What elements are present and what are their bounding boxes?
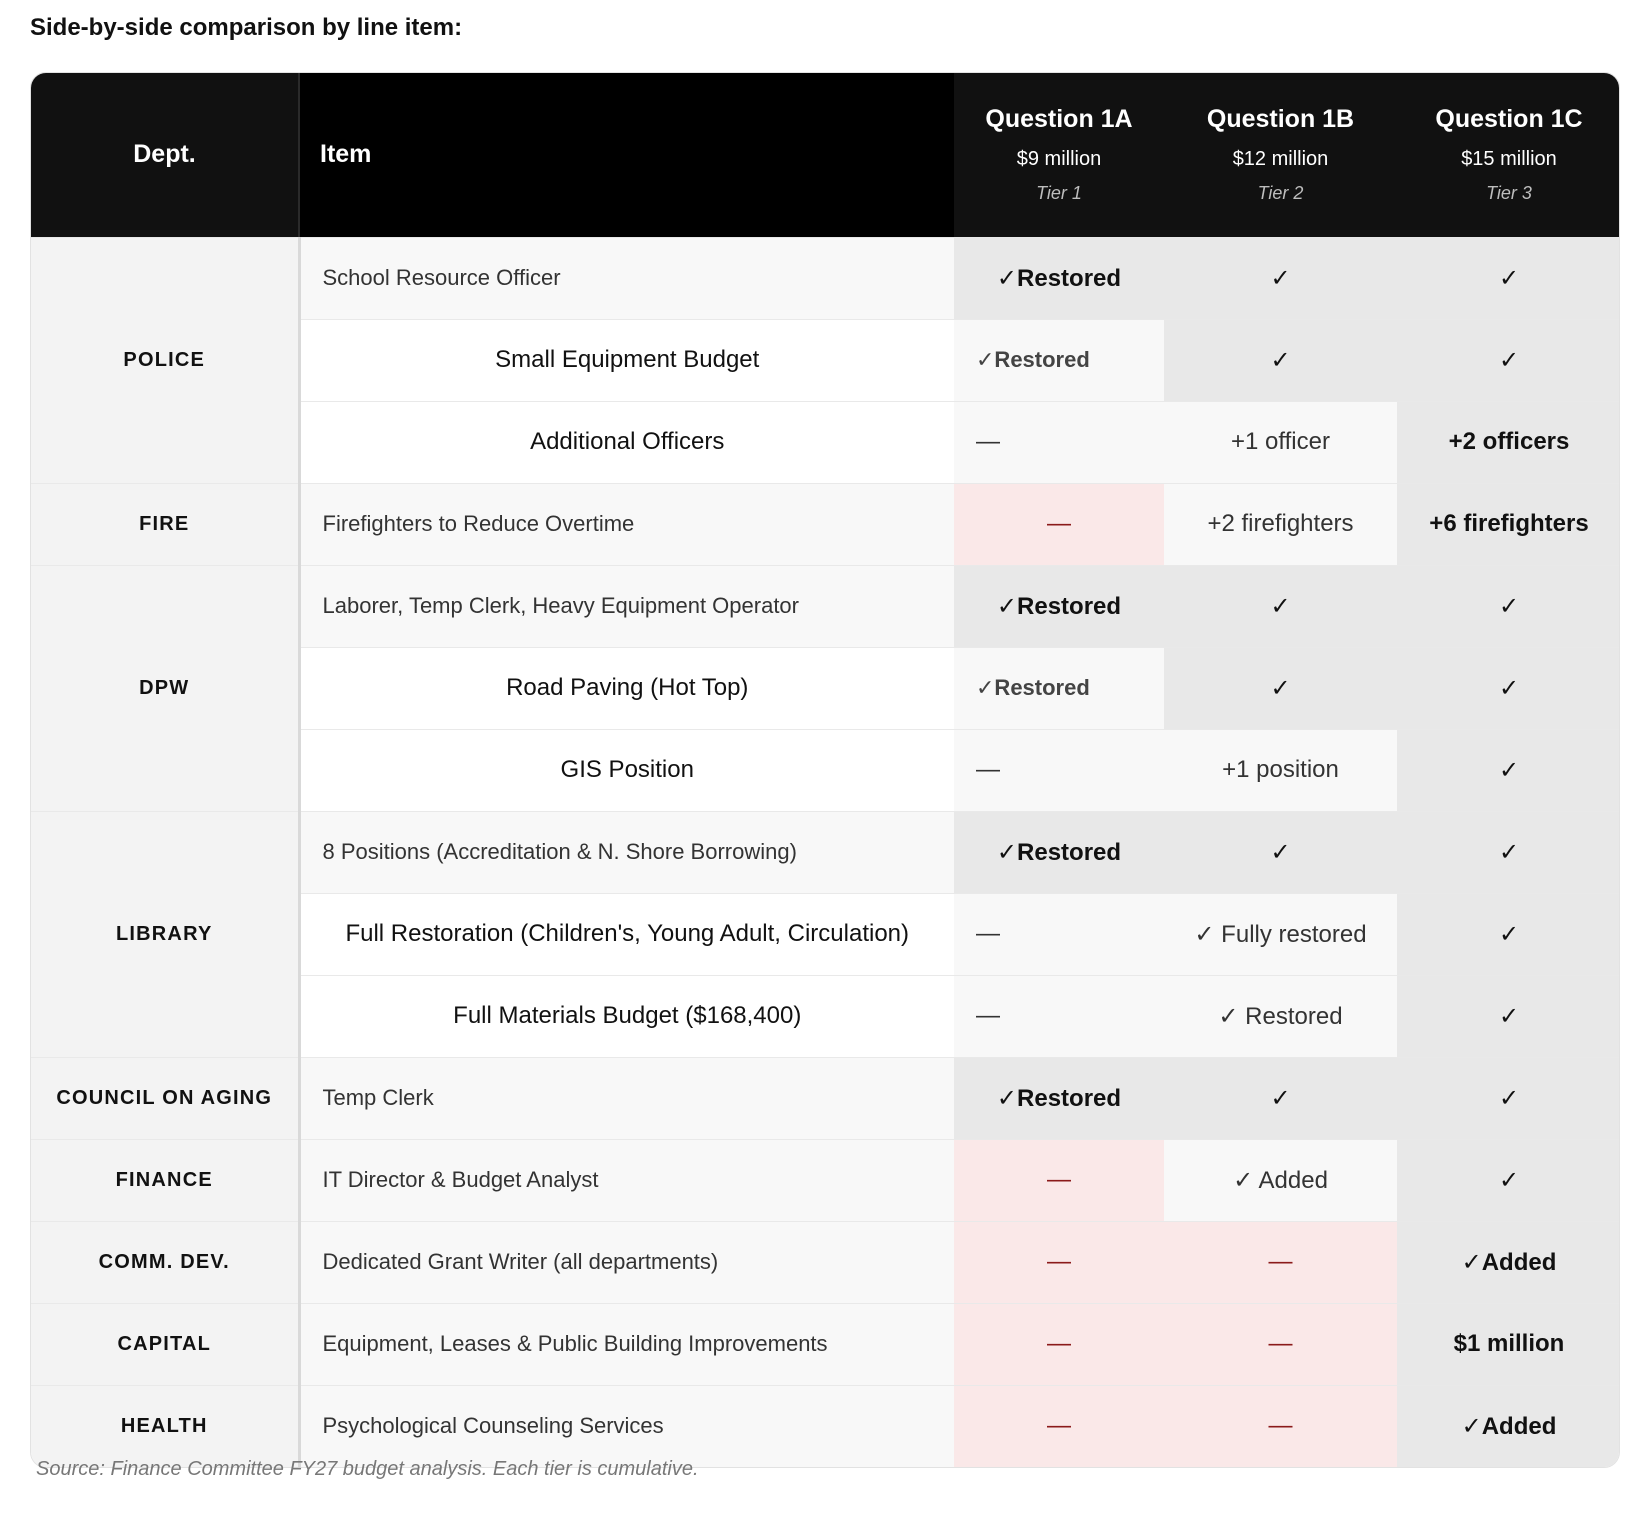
- table-row: [31, 1221, 1620, 1303]
- item-column-header: Item: [299, 73, 954, 237]
- item-cell: 8 Positions (Accreditation & N. Shore Borrowing): [299, 811, 954, 893]
- item-cell: Psychological Counseling Services: [299, 1385, 954, 1467]
- q1c-cell: ✓: [1397, 237, 1620, 319]
- q1a-cell: —: [954, 1385, 1164, 1467]
- q1b-cell: ✓: [1164, 565, 1397, 647]
- header-row: [31, 73, 1620, 237]
- q1b-cell: +2 firefighters: [1164, 483, 1397, 565]
- q1b-cell: ✓: [1164, 811, 1397, 893]
- q1a-amount: $9 million: [1016, 148, 1102, 171]
- source-note: Source: Finance Committee FY27 budget analysis. Each tier is cumulative.: [36, 1458, 699, 1480]
- q1c-cell: ✓: [1397, 1139, 1620, 1221]
- q1b-cell: ✓ Fully restored: [1164, 893, 1397, 975]
- q1c-cell: ✓: [1397, 893, 1620, 975]
- q1c-cell: ✓Added: [1397, 1385, 1620, 1467]
- table-row: [31, 1303, 1620, 1385]
- q1b-cell: —: [1164, 1303, 1397, 1385]
- dept-cell-fire: FIRE: [31, 483, 299, 565]
- q1a-title: Question 1A: [985, 105, 1133, 134]
- q1a-cell: —: [954, 483, 1164, 565]
- q1c-cell: ✓: [1397, 811, 1620, 893]
- q1b-tier: Tier 2: [1257, 183, 1304, 204]
- item-cell: Road Paving (Hot Top): [299, 647, 954, 729]
- q1a-cell: ✓Restored: [954, 647, 1164, 729]
- table-row: [31, 811, 1620, 893]
- q1b-cell: —: [1164, 1221, 1397, 1303]
- table-row: [31, 1139, 1620, 1221]
- item-cell: Full Materials Budget ($168,400): [299, 975, 954, 1057]
- q1a-cell: ✓Restored: [954, 237, 1164, 319]
- table-row: [31, 1057, 1620, 1139]
- item-cell: IT Director & Budget Analyst: [299, 1139, 954, 1221]
- q1c-cell: +2 officers: [1397, 401, 1620, 483]
- q1a-cell: ✓Restored: [954, 565, 1164, 647]
- q1b-cell: +1 officer: [1164, 401, 1397, 483]
- q1a-cell: —: [954, 1221, 1164, 1303]
- q1a-tier: Tier 1: [1036, 183, 1082, 204]
- q1b-cell: +1 position: [1164, 729, 1397, 811]
- q1c-title: Question 1C: [1435, 105, 1583, 134]
- q1a-cell: —: [954, 975, 1164, 1057]
- q1b-cell: ✓: [1164, 647, 1397, 729]
- table-row: [31, 1385, 1620, 1467]
- item-cell: Firefighters to Reduce Overtime: [299, 483, 954, 565]
- item-cell: Additional Officers: [299, 401, 954, 483]
- dept-cell-council-on-aging: COUNCIL ON AGING: [31, 1057, 299, 1139]
- q1b-cell: ✓: [1164, 237, 1397, 319]
- dept-column-header: Dept.: [31, 73, 299, 237]
- dept-cell-health: HEALTH: [31, 1385, 299, 1467]
- q1c-cell: ✓: [1397, 729, 1620, 811]
- q1a-cell: —: [954, 729, 1164, 811]
- q1c-cell: ✓Added: [1397, 1221, 1620, 1303]
- q1a-cell: —: [954, 1303, 1164, 1385]
- q1b-title: Question 1B: [1206, 105, 1355, 134]
- q1c-cell: +6 firefighters: [1397, 483, 1620, 565]
- q1a-cell: ✓Restored: [954, 811, 1164, 893]
- item-cell: Full Restoration (Children's, Young Adult, Circulation): [299, 893, 954, 975]
- item-cell: GIS Position: [299, 729, 954, 811]
- item-cell: Temp Clerk: [299, 1057, 954, 1139]
- q1b-cell: ✓: [1164, 1057, 1397, 1139]
- dept-cell-dpw: DPW: [31, 565, 299, 811]
- dept-cell-finance: FINANCE: [31, 1139, 299, 1221]
- item-cell: Dedicated Grant Writer (all departments): [299, 1221, 954, 1303]
- q1c-cell: $1 million: [1397, 1303, 1620, 1385]
- dept-cell-capital: CAPITAL: [31, 1303, 299, 1385]
- q1c-column-header: [1397, 73, 1620, 237]
- q1c-cell: ✓: [1397, 647, 1620, 729]
- item-cell: Small Equipment Budget: [299, 319, 954, 401]
- dept-cell-police: POLICE: [31, 237, 299, 483]
- page-heading: Side-by-side comparison by line item:: [30, 14, 463, 41]
- q1a-cell: —: [954, 401, 1164, 483]
- q1c-amount: $15 million: [1461, 148, 1557, 171]
- q1c-cell: ✓: [1397, 319, 1620, 401]
- q1b-column-header: [1164, 73, 1397, 237]
- q1a-cell: ✓Restored: [954, 1057, 1164, 1139]
- q1c-cell: ✓: [1397, 975, 1620, 1057]
- item-cell: Laborer, Temp Clerk, Heavy Equipment Operator: [299, 565, 954, 647]
- table-row: [31, 237, 1620, 319]
- q1a-cell: —: [954, 893, 1164, 975]
- q1c-cell: ✓: [1397, 565, 1620, 647]
- q1b-cell: ✓ Added: [1164, 1139, 1397, 1221]
- q1b-cell: ✓: [1164, 319, 1397, 401]
- q1b-cell: —: [1164, 1385, 1397, 1467]
- q1b-amount: $12 million: [1232, 148, 1329, 171]
- table-row: [31, 483, 1620, 565]
- q1a-cell: —: [954, 1139, 1164, 1221]
- q1c-tier: Tier 3: [1486, 183, 1532, 204]
- dept-cell-comm-dev: COMM. DEV.: [31, 1221, 299, 1303]
- q1a-column-header: [954, 73, 1164, 237]
- q1c-cell: ✓: [1397, 1057, 1620, 1139]
- dept-cell-library: LIBRARY: [31, 811, 299, 1057]
- comparison-table: [30, 72, 1620, 1468]
- table-row: [31, 565, 1620, 647]
- q1a-cell: ✓Restored: [954, 319, 1164, 401]
- item-cell: Equipment, Leases & Public Building Improvements: [299, 1303, 954, 1385]
- q1b-cell: ✓ Restored: [1164, 975, 1397, 1057]
- item-cell: School Resource Officer: [299, 237, 954, 319]
